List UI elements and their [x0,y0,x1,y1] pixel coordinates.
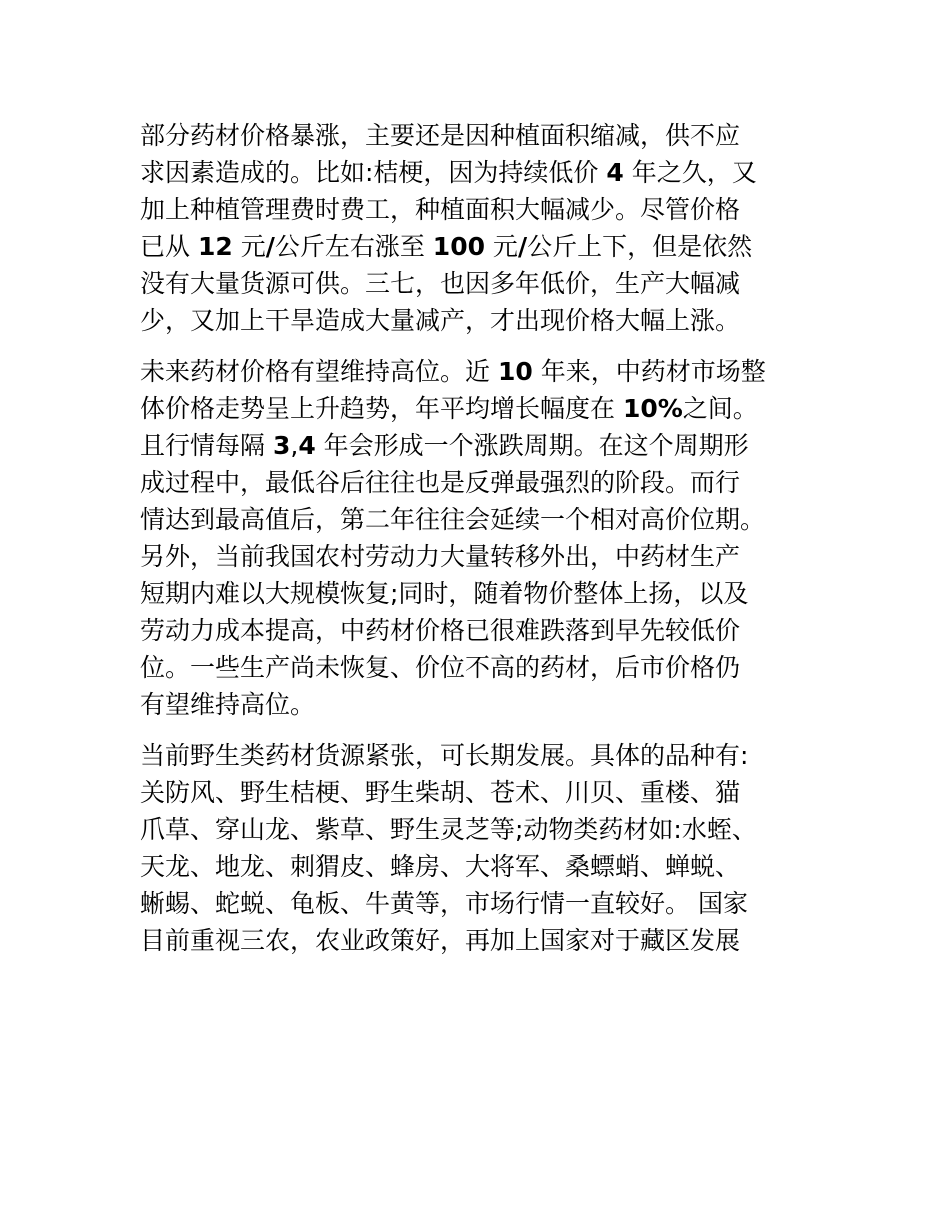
text-line [140,774,820,811]
text-line [140,191,820,228]
text-run: 加上种植管理费时费工，种植面积大幅减少。尽管价格 [140,195,741,224]
text-run: 短期内难以大规模恢复;同时，随着物价整体上扬，以及 [140,579,749,608]
bold-number: 4 [606,158,624,187]
text-line [140,228,820,265]
text-line [140,922,820,959]
text-run: 成过程中，最低谷后往往也是反弹最强烈的阶段。而行 [140,468,741,497]
text-line [140,649,820,686]
text-run: 年来，中药材市场整 [532,357,766,386]
text-run: 已从 [140,232,198,261]
text-line [140,848,820,885]
text-line [140,265,820,302]
bold-number: 100 [432,232,485,261]
text-run: 部分药材价格暴涨，主要还是因种植面积缩减，供不应 [140,121,741,150]
text-run: 体价格走势呈上升趋势，年平均增长幅度在 [140,394,623,423]
text-line [140,427,820,464]
text-run: 年之久，又 [623,158,757,187]
bold-number: 4 [298,431,316,460]
text-run: 少，又加上干旱造成大量减产，才出现价格大幅上涨。 [140,306,741,335]
text-line [140,390,820,427]
text-run: 元 [232,232,266,261]
paragraph [140,737,820,959]
text-line [140,501,820,538]
text-run: 关防风、野生桔梗、野生柴胡、苍术、川贝、重楼、猫 [140,778,741,807]
bold-number: 12 [197,232,233,261]
paragraph [140,353,820,723]
bold-number: / [517,232,528,261]
text-line [140,612,820,649]
document-body [140,117,820,973]
text-line [140,885,820,922]
paragraph [140,117,820,339]
text-run: 年会形成一个涨跌周期。在这个周期形 [315,431,749,460]
text-line [140,154,820,191]
text-line [140,464,820,501]
text-run: 且行情每隔 [140,431,273,460]
bold-number: / [265,232,275,261]
text-run: 有望维持高位。 [140,690,316,719]
text-run: 公斤上下，但是依然 [527,232,753,261]
text-run: , [290,431,299,460]
text-line [140,686,820,723]
text-run: 位。一些生产尚未恢复、价位不高的药材，后市价格仍 [140,653,741,682]
text-line [140,538,820,575]
bold-number: 3 [272,431,291,460]
text-line [140,302,820,339]
text-run: 求因素造成的。比如:桔梗，因为持续低价 [140,158,607,187]
text-run: 劳动力成本提高，中药材价格已很难跌落到早先较低价 [140,616,741,645]
text-line [140,575,820,612]
text-run: 未来药材价格有望维持高位。近 [140,357,498,386]
text-run: 另外，当前我国农村劳动力大量转移外出，中药材生产 [140,542,741,571]
text-line [140,811,820,848]
text-run: 情达到最高值后，第二年往往会延续一个相对高价位期。 [140,505,766,534]
text-line [140,353,820,390]
bold-number: 10% [622,394,683,423]
text-run: 爪草、穿山龙、紫草、野生灵芝等;动物类药材如:水蛭、 [140,815,757,844]
text-run: 当前野生类药材货源紧张，可长期发展。具体的品种有: [140,741,749,770]
text-line [140,737,820,774]
text-run: 之间。 [682,394,758,423]
text-run: 没有大量货源可供。三七，也因多年低价，生产大幅减 [140,269,741,298]
bold-number: 10 [497,357,533,386]
text-line [140,117,820,154]
text-run: 元 [484,232,518,261]
text-run: 天龙、地龙、刺猬皮、蜂房、大将军、桑螵蛸、蝉蜕、 [140,852,741,881]
text-run: 公斤左右涨至 [274,232,433,261]
text-run: 蜥蜴、蛇蜕、龟板、牛黄等，市场行情一直较好。 国家 [140,889,748,918]
text-run: 目前重视三农，农业政策好，再加上国家对于藏区发展 [140,926,741,955]
